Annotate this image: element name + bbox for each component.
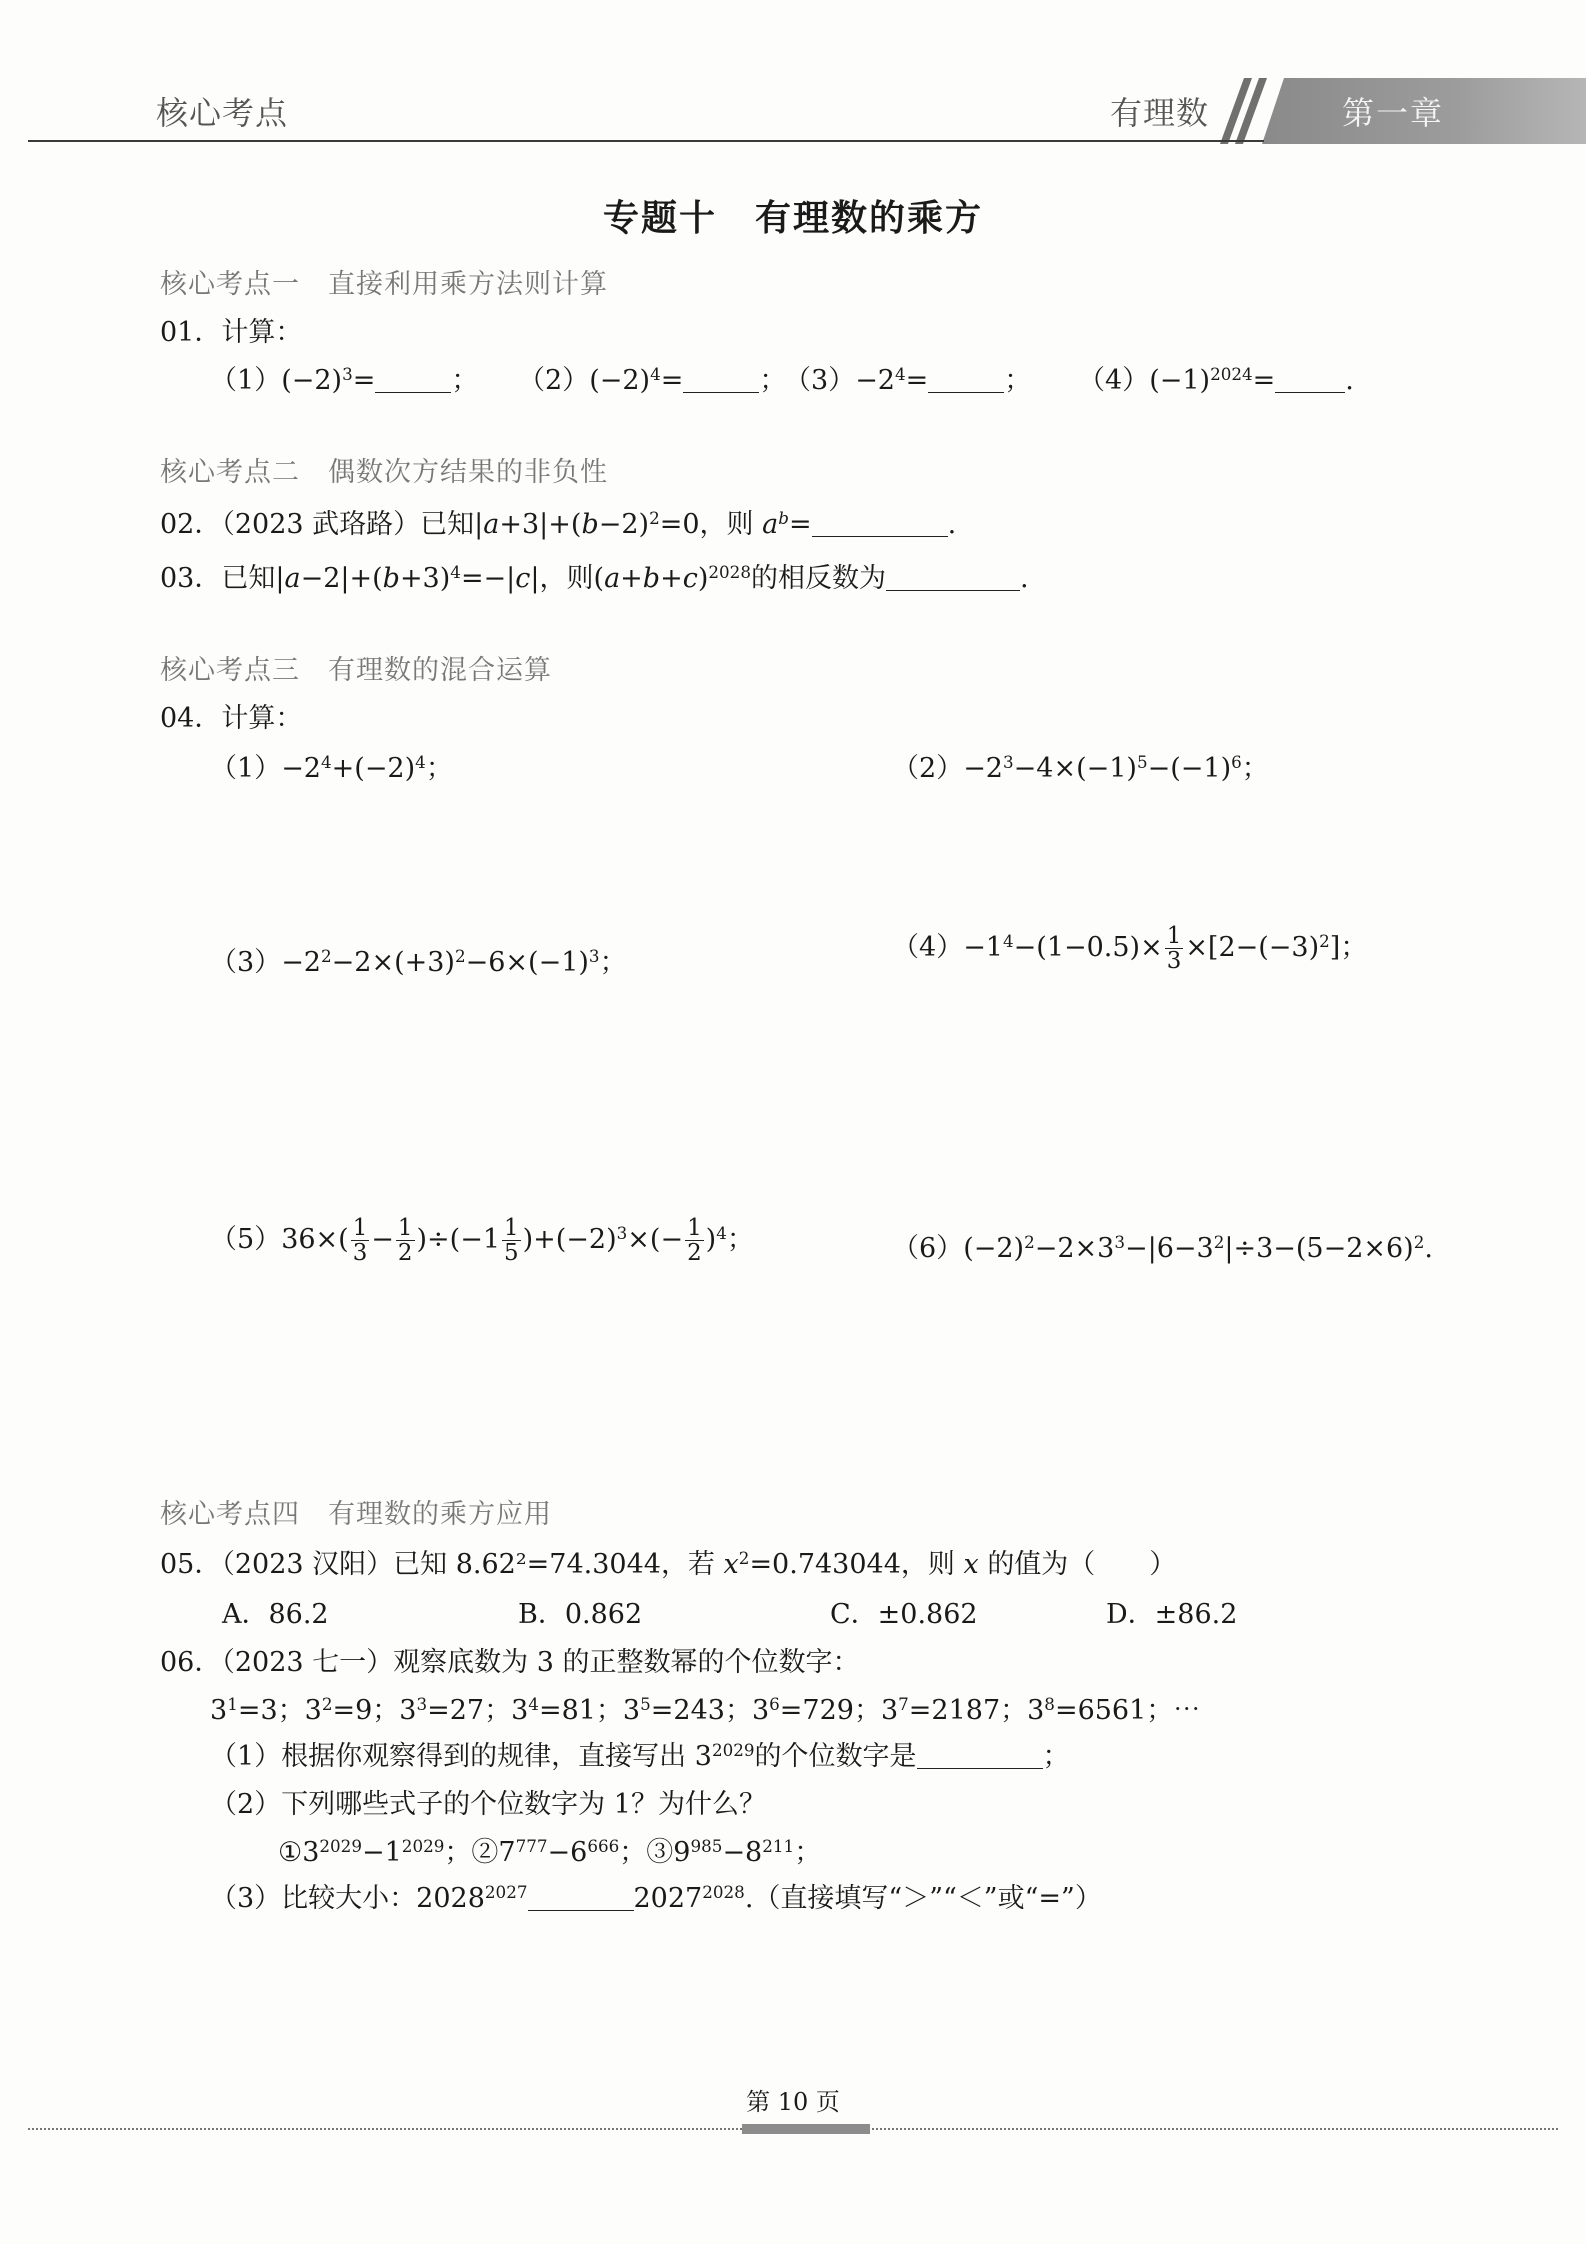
header-topic-label: 有理数 <box>1110 94 1210 132</box>
question-04-stem: 04．计算： <box>160 703 303 734</box>
header-rule <box>28 140 1264 142</box>
question-06-part-3: （3）比较大小：$2028^{2027}$ $2027^{2028}$.（直接填写“＞”“＜”或“=”） <box>210 1881 1102 1914</box>
question-06-part-2: （2）下列哪些式子的个位数字为 1？为什么？ <box>210 1789 766 1820</box>
question-05-option-c: C．±0.862 <box>830 1599 978 1630</box>
header-left-label: 核心考点 <box>156 94 289 132</box>
question-04-part-3: $(3)-2^2-2\times(+3)^2-6\times(-1)^3$； <box>210 945 627 978</box>
question-06-stem: 06．（2023 七一）观察底数为 3 的正整数幂的个位数字： <box>160 1647 860 1678</box>
question-05-option-a: A．86.2 <box>222 1599 329 1630</box>
question-05-option-b: B．0.862 <box>518 1599 643 1630</box>
question-06-sequence: $3^1=3$；$3^2=9$；$3^3=27$；$3^4=81$；$3^5=243$；$3^6=729$；$3^7=2187$；$3^8=6561$；⋯ <box>210 1693 1201 1726</box>
question-02: 02．（2023 武珞路）已知$|a+3|+(b-2)^2=0$，则 $a^b=$ . <box>160 507 957 540</box>
question-01-part-2: $(2)(-2)^4=$ ； <box>518 363 787 396</box>
question-01-stem: 01．计算： <box>160 317 303 348</box>
question-06-part-1: （1）根据你观察得到的规律，直接写出 $3^{2029}$的个位数字是 ； <box>210 1739 1070 1772</box>
question-06-part-2-items: $①3^{2029}-1^{2029}$；$②7^{777}-6^{666}$；$③9^{985}-8^{211}$； <box>278 1835 822 1868</box>
question-04-part-1: $(1)-2^4+(-2)^4$； <box>210 751 453 784</box>
question-01-part-4: $(4)(-1)^{2024}=$ . <box>1078 363 1354 396</box>
section-heading-1: 核心考点一 直接利用乘方法则计算 <box>160 269 608 300</box>
section-heading-4: 核心考点四 有理数的乘方应用 <box>160 1499 552 1530</box>
question-01-part-3: $(3)-2^4=$ ； <box>784 363 1032 396</box>
question-05-stem: 05．（2023 汉阳）已知 8.62²=74.3044，若 $x^2=0.743044$，则 x 的值为（ ） <box>160 1547 1177 1580</box>
section-heading-2: 核心考点二 偶数次方结果的非负性 <box>160 457 608 488</box>
page-number: 第 10 页 <box>746 2088 840 2116</box>
question-01-part-1: $(1)(-2)^3=$ ； <box>210 363 479 396</box>
section-heading-3: 核心考点三 有理数的混合运算 <box>160 655 552 686</box>
footer-tab <box>742 2124 870 2134</box>
question-03: 03．已知$|a-2|+(b+3)^4=-|c|$，则$(a+b+c)^{2028}$的相反数为 . <box>160 561 1029 594</box>
question-04-part-5: （5）36×( $\frac{1}{3}$ − $\frac{1}{2}$ )÷(−1 $\frac{1}{5}$ )$+(-2)^3\times(-$ $\frac{1}{2}$ )$^4$； <box>210 1215 754 1267</box>
question-04-part-4: $(4)-1^4-(1-0.5)\times$ $\frac{1}{3}$ $\times[2-(-3)^2]$； <box>892 923 1368 975</box>
question-05-option-d: D．±86.2 <box>1106 1599 1238 1630</box>
page-title: 专题十 有理数的乘方 <box>602 198 983 239</box>
question-04-part-2: $(2)-2^3-4\times(-1)^5-(-1)^6$； <box>892 751 1269 784</box>
header-chapter-label: 第一章 <box>1342 94 1445 132</box>
question-04-part-6: $(6)(-2)^2-2\times 3^3-|6-3^2|\div 3-(5-2\times 6)^2$. <box>892 1231 1433 1264</box>
